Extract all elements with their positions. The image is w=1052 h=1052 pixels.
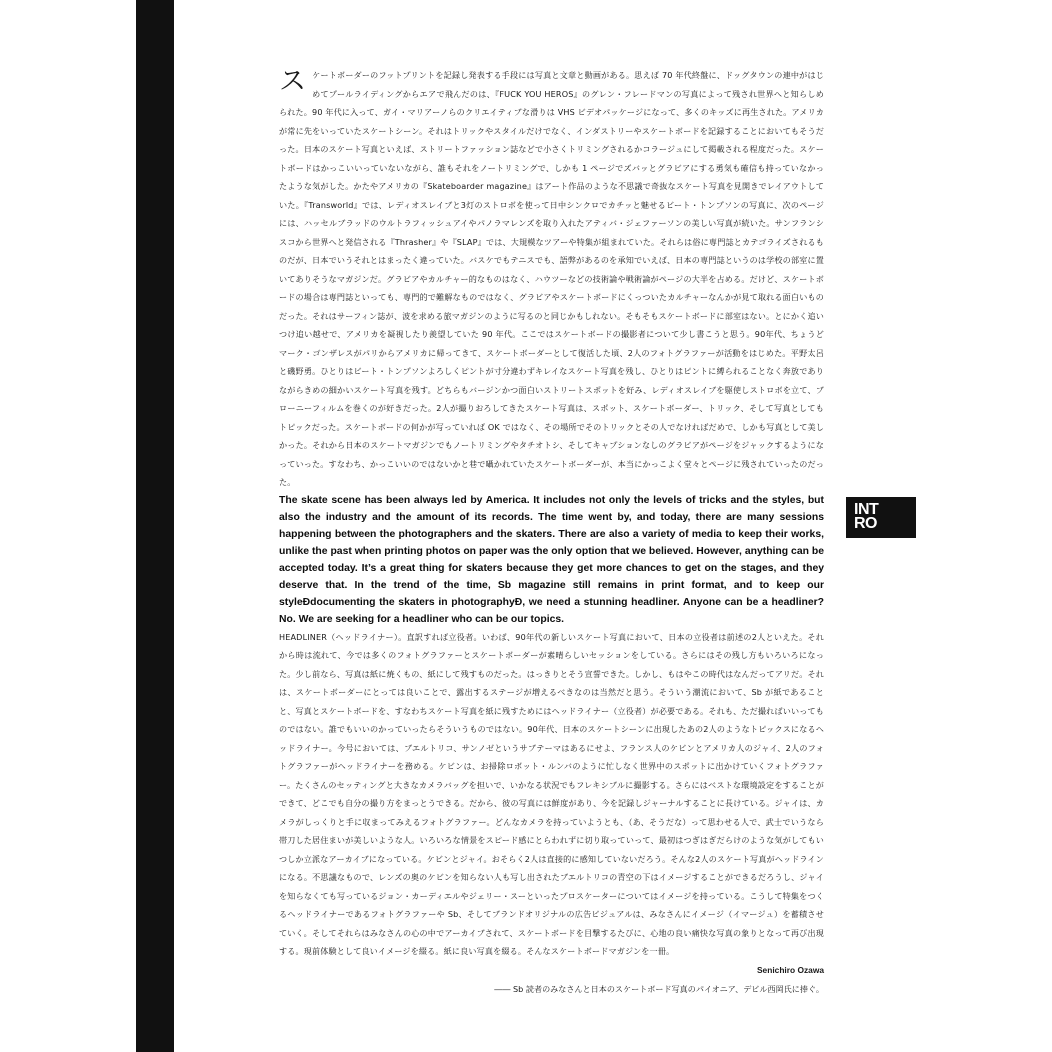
intro-section-tab: INT RO: [846, 497, 916, 538]
headliner-paragraph: HEADLINER（ヘッドライナー）。直訳すれば立役者。いわば、90年代の新しいスケート写真において、日本の立役者は前述の2人といえた。それから時は流れて、今では多くのフォトグラファーとスケートボーダーが素晴らしいセッションをしている。さらにはその残し方もいろいろになった。少し前なら、写真は紙に焼くもの、紙にして残すものだった。はっきりとそう宣誓できた。しかし、もはやこの時代はなんだってアリだ。それは、スケートボーダーにとっては良いことで、露出するステージが増えるべきなのは当然だと思う。そういう潮流において、Sb が紙であることと、写真とスケートボードを、すなわちスケート写真を紙に残すためにはヘッドライナー（立役者）が必要である。それも、ただ撮ればいいってものではない。誰でもいいのかっていったらそういうものではない。90年代、日本のスケートシーンに出現したあの2人のようなトピックスになるヘッドライナー。今号においては、ブエルトリコ、サンノゼというサブテーマはあるにせよ、フランス人のケビンとアメリカ人のジャイ、2人のフォトグラファーがヘッドライナーを務める。ケビンは、お掃除ロボット・ルンバのように忙しなく世界中のスポットに出かけていくフォトグラファー。たくさんのセッティングと大きなカメラバッグを担いで、いかなる状況でもフレキシブルに撮影する。さらにはベストな環境設定をすることができて、どこでも自分の撮り方をまっとうできる。だから、彼の写真には鮮度があり、今を記録しジャーナルすることに長けている。ジャイは、カメラがしっくりと手に収まってみえるフォトグラファー。どんなカメラを持っていようとも、（あ、そうだな）って思わせる人で、武士でいうなら帯刀した居住まいが美しいような人。いろいろな情景をスピード感にとらわれずに切り取っていって、最初はつぎはぎだらけのような気がしてもいつしか立派なアーカイブになっている。ケビンとジャイ。おそらく2人は直接的に感知していないだろう。そんな2人のスケート写真がヘッドラインになる。不思議なもので、レンズの奥のケビンを知らない人も写し出されたブエルトリコの青空の下はイメージすることができるだろうし、ジャイを知らなくても写っているジョン・カーディエルやジェリー・スーといったプロスケーターについてはイメージを持っている。こうして特集をつくるヘッドライナーであるフォトグラファーや Sb、そしてブランドオリジナルの広告ビジュアルは、みなさんにイメージ（イマージュ）を蓄積させていく。そしてそれらはみなさんの心の中でアーカイブされて、スケートボードを目撃するたびに、心地の良い痛快な写真の象りとなって再び出現する。現前体験として良いイメージを綴る。紙に良い写真を綴る。そんなスケートボードマガジンを一冊。: [279, 631, 824, 956]
page-spine-bar: [136, 0, 174, 1052]
article-body: [279, 66, 824, 999]
dedication-line: ―― Sb 読者のみなさんと日本のスケートボード写真のパイオニア、デビル西岡氏に捧ぐ。: [494, 983, 824, 994]
author-signature: Senichiro Ozawa: [756, 964, 824, 975]
intro-paragraph: [279, 66, 824, 492]
drop-cap: ス: [279, 66, 307, 97]
english-paragraph: The skate scene has been always led by America. It includes not only the levels of tricks and the styles, but also the industry and the amount of its records. The time went by, and today, there are many sessions happening between the photographers and the skaters. There are also a variety of media to keep their works, unlike the past when printing photos on paper was the only option that we believed. However, anything can be accepted today. It’s a great thing for skaters because they get more chances to get on the stages, and they deserve that. In the trend of the time, Sb magazine still remains in print format, and to keep our styleÐdocumenting the skaters in photographyÐ, we need a stunning headliner. Anyone can be a headliner? No. We are seeking for a headliner who can be our topics.: [279, 494, 824, 625]
intro-paragraph-text: ケートボーダーのフットプリントを記録し発表する手段には写真と文章と動画がある。思えば 70 年代終盤に、ドッグタウンの連中がはじめてプールライディングからエアで飛んだのは、『FUCK YOU HEROS』のグレン・フレードマンの写真によって残され世界へと知らしめられた。90 年代に入って、ガイ・マリアーノらのクリエイティブな滑りは VHS ビデオパッケージになって、多くのキッズに再生された。アメリカが常に先をいっていたスケートシーン。それはトリックやスタイルだけでなく、インダストリーやスケートボードを記録することにおいてもそうだった。日本のスケート写真といえば、ストリートファッション誌などで小さくトリミングされるかコラージュにして掲載される程度だった。スケートボードはかっこいいっていないながら、誰もそれをノートリミングで、しかも 1 ページでズバッとグラビアにする勇気も確信も持っていなかったような気がした。かたやアメリカの『Skateboarder magazine』はアート作品のような不思議で奇抜なスケート写真を見開きでレイアウトしていた。『Transworld』では、レディオスレイブと3灯のストロボを使って日中シンクロでカチッと魅せるビート・トンプソンの写真に、次のページには、ハッセルブラッドのウルトラフィッシュアイやパノラマレンズを取り入れたアティバ・ジェファーソンの美しい写真が続いた。サンフランシスコから世界へと発信される『Thrasher』や『SLAP』では、大規模なツアーや特集が組まれていた。それらは俗に専門誌とカテゴライズされるものだが、日本でいうそれとはまったく違っていた。バスケでもテニスでも、語弊があるのを承知でいえば、日本の専門誌というのは学校の部室に置いてありそうなマガジンだ。グラビアやカルチャー的なものはなく、ハウツーなどの技術論や戦術論がページの大半を占める。だけど、スケートボードの場合は専門誌といっても、専門的で難解なものではなく、グラビアやスケートボードにくっついたカルチャーなんかが見て取れる面白いものだった。それはサーフィン誌が、波を求める旅マガジンのように写るのと同じかもしれない。そもそもスケートボードに部室はない。とにかく追いつけ追い越せで、アメリカを凝視したり羨望していた 90 年代。ここではスケートボードの撮影者について少し書こうと思う。90年代、ちょうどマーク・ゴンザレスがパリからアメリカに帰ってきて、スケートボーダーとして復活した頃、2人のフォトグラファーが活動をはじめた。平野太呂と磯野勇。ひとりはビート・トンプソンよろしくピントが寸分違わずキレイなスケート写真を残し、ひとりはピントに縛られることなく奔放でありながらきめの細かいスケート写真を残す。どちらもバージンかつ面白いストリートスポットを好み、レディオスレイブを駆使しストロボを立て、ブローニーフィルムを巻くのが好きだった。2人が撮りおろしてきたスケート写真は、スポット、スケートボーダー、トリック、そして写真としてもトピックだった。スケートボードの何かが写っていれば OK ではなく、その場所でそのトリックとその人でなければだめで、しかも写真として美しかった。それから日本のスケートマガジンでもノートリミングやタチオトシ、そしてキャプションなしのグラビアがページをジャックするようになっていった。すなわち、かっこいいのではないかと巷で囁かれていたスケートボーダーが、本当にかっこよく堂々とページに残されていったのだった。: [279, 70, 824, 487]
